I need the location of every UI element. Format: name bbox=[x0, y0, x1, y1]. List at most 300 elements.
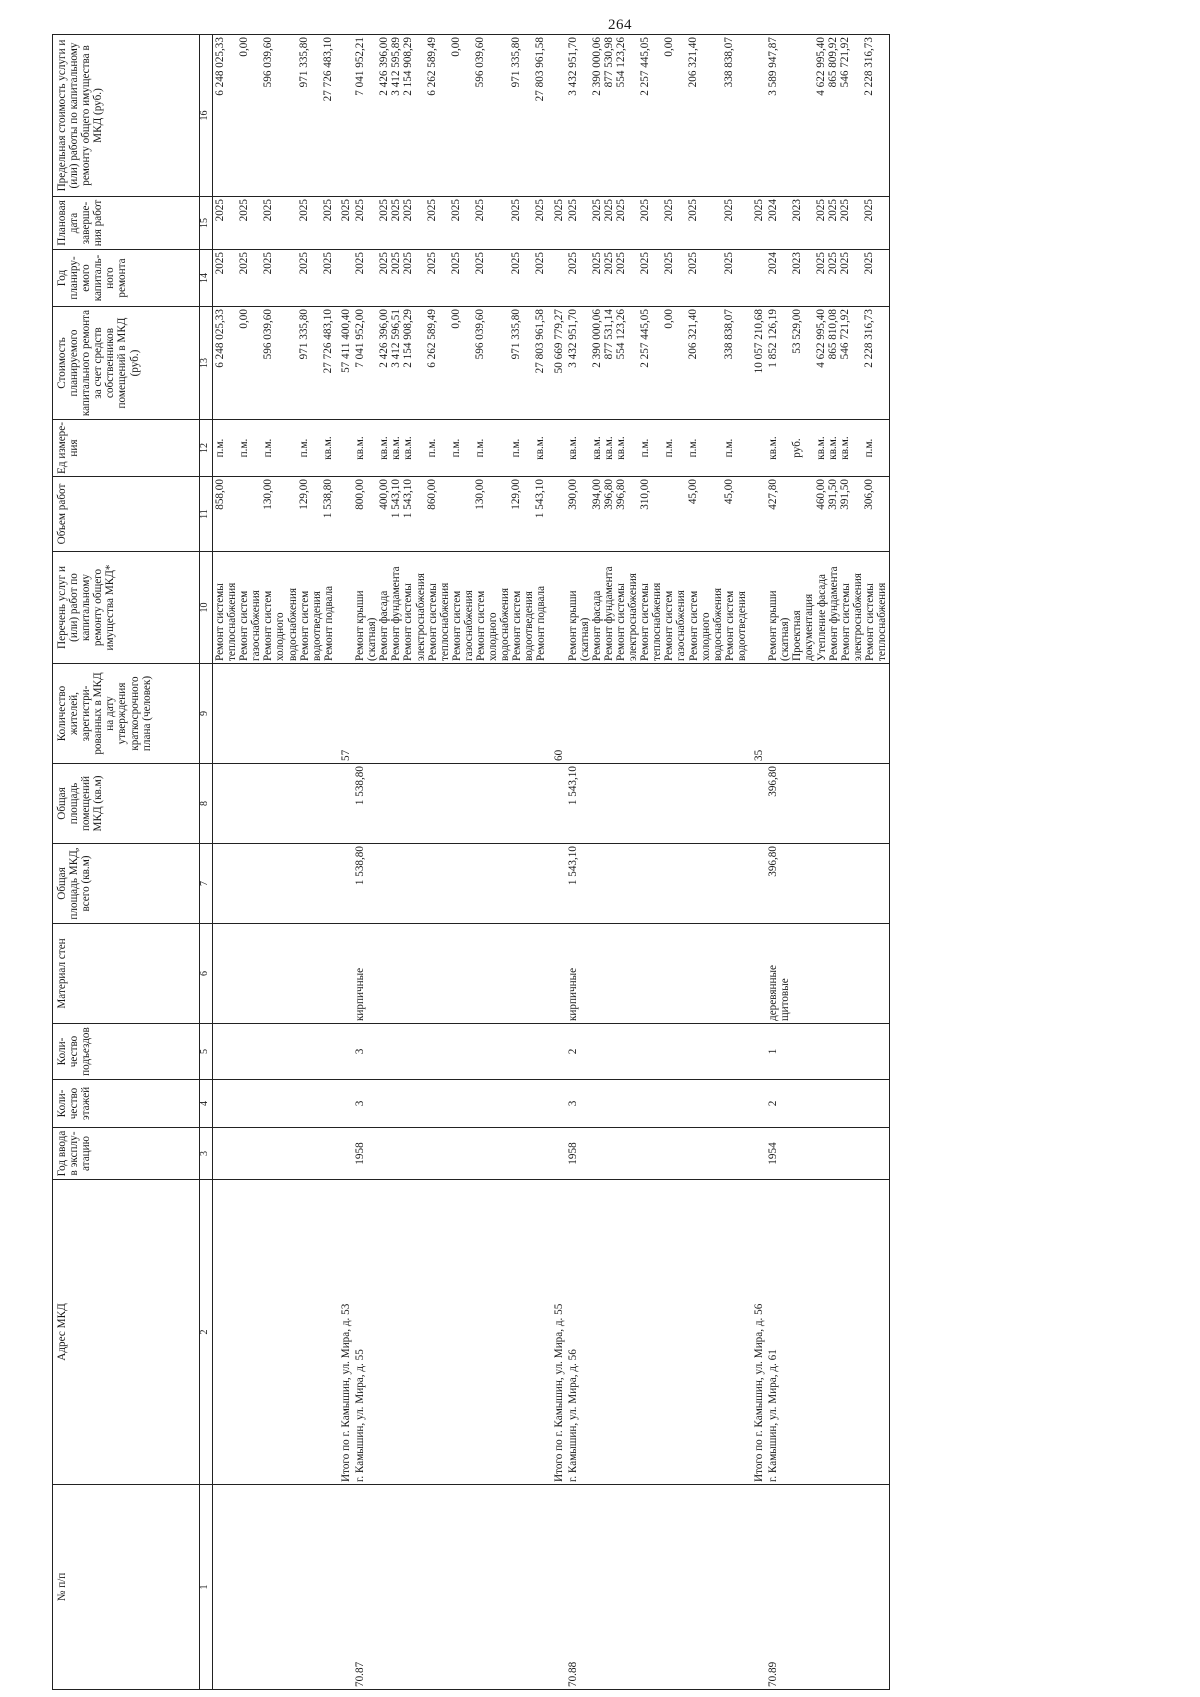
col-header-works: Перечень услуг и (или) работ по капитальному ремонту общего имущества МКД* bbox=[53, 552, 200, 664]
list-cell: п.м. bbox=[510, 438, 523, 458]
list-cell: 2 390 000,06 bbox=[590, 37, 603, 96]
list-cell: 596 039,60 bbox=[262, 37, 274, 88]
list-cell: 129,00 bbox=[510, 479, 523, 510]
col-header-floors: Коли-чество этажей bbox=[53, 1080, 200, 1128]
house-area-rooms: 1 538,80 bbox=[353, 764, 549, 844]
col-num: 16 bbox=[200, 35, 213, 197]
work-list bbox=[566, 552, 749, 664]
col-num: 15 bbox=[200, 197, 213, 250]
list-cell: 396,80 bbox=[614, 479, 627, 510]
list-cell: Ремонт подвала bbox=[535, 585, 548, 661]
list-cell: 2025 bbox=[402, 252, 415, 275]
list-cell: кв.м. bbox=[614, 436, 627, 460]
list-cell: 7 041 952,21 bbox=[354, 37, 367, 96]
list-cell: кв.м. bbox=[402, 436, 415, 460]
col-num: 3 bbox=[200, 1128, 213, 1180]
list-cell: 45,00 bbox=[686, 479, 699, 505]
list-cell: кв.м. bbox=[390, 436, 403, 460]
col-num: 13 bbox=[200, 307, 213, 420]
list-cell: кв.м. bbox=[566, 436, 579, 460]
list-cell: 0,00 bbox=[662, 309, 675, 329]
list-cell: Ремонт фундамента bbox=[827, 566, 840, 661]
list-cell: 2025 bbox=[214, 199, 226, 222]
list-cell: 2025 bbox=[534, 199, 547, 222]
list-cell: п.м. bbox=[662, 438, 675, 458]
list-cell: 2025 bbox=[662, 199, 675, 222]
list-cell: кв.м. bbox=[590, 436, 603, 460]
list-cell: 6 248 025,33 bbox=[214, 309, 226, 368]
unit-list bbox=[566, 420, 749, 477]
list-cell: 206 321,40 bbox=[686, 37, 699, 88]
list-cell: п.м. bbox=[238, 438, 250, 458]
list-cell: 2025 bbox=[827, 199, 840, 222]
list-cell: 2025 bbox=[262, 252, 274, 275]
house-number: 70.88 bbox=[566, 1485, 749, 1690]
house-area-total: 396,80 bbox=[766, 844, 889, 924]
total-cost: 57 411 400,40 bbox=[336, 307, 353, 420]
list-cell: 2025 bbox=[686, 252, 699, 275]
list-cell: 2023 bbox=[791, 199, 804, 222]
house-address: г. Камышин, ул. Мира, д. 56 bbox=[566, 1180, 749, 1485]
date-list bbox=[213, 197, 336, 250]
house-row bbox=[353, 35, 549, 1690]
list-cell: 2 154 908,29 bbox=[402, 37, 415, 96]
list-cell: 1 852 126,19 bbox=[767, 309, 780, 368]
list-cell: 546 721,92 bbox=[839, 37, 852, 88]
col-num: 11 bbox=[200, 477, 213, 552]
list-cell: Утепление фасада bbox=[815, 574, 828, 661]
list-cell: п.м. bbox=[863, 438, 876, 458]
list-cell: 27 726 483,10 bbox=[322, 309, 334, 374]
list-cell: Ремонт фундамента bbox=[390, 566, 403, 661]
list-cell: 3 432 951,70 bbox=[566, 37, 579, 96]
house-address: г. Камышин, ул. Мира, д. 61 bbox=[766, 1180, 889, 1485]
col-header-unit: Ед измере-ния bbox=[53, 420, 200, 477]
house-year: 1958 bbox=[566, 1128, 749, 1180]
house-floors: 3 bbox=[353, 1080, 549, 1128]
house-area-total: 1 538,80 bbox=[353, 844, 549, 924]
list-cell: 546 721,92 bbox=[839, 309, 852, 360]
list-cell: 2025 bbox=[322, 252, 334, 275]
list-cell: Ремонт подвала bbox=[322, 585, 335, 661]
total-cost: 10 057 210,68 bbox=[749, 307, 766, 420]
list-cell: Ремонт системы теплоснабжения bbox=[426, 582, 451, 661]
list-cell: Ремонт крыши (скатная) bbox=[354, 590, 379, 661]
date-list bbox=[766, 197, 889, 250]
list-cell: 2025 bbox=[474, 199, 487, 222]
unit-list bbox=[353, 420, 549, 477]
list-cell: 2025 bbox=[402, 199, 415, 222]
house-address: г. Камышин, ул. Мира, д. 55 bbox=[353, 1180, 549, 1485]
list-cell: 1 538,80 bbox=[322, 479, 334, 519]
col-num: 8 bbox=[200, 764, 213, 844]
list-cell: 2025 bbox=[638, 252, 651, 275]
list-cell: 596 039,60 bbox=[262, 309, 274, 360]
list-cell: 2025 bbox=[262, 199, 274, 222]
house-walls: кирпичные bbox=[566, 924, 749, 1024]
list-cell: Ремонт фасада bbox=[590, 590, 603, 661]
list-cell: п.м. bbox=[262, 438, 274, 458]
total-date: 2025 bbox=[549, 197, 566, 250]
list-cell: 2 257 445,05 bbox=[638, 37, 651, 96]
col-header-number: № п/п bbox=[53, 1485, 200, 1690]
year-list bbox=[353, 250, 549, 307]
list-cell: 206 321,40 bbox=[686, 309, 699, 360]
total-cost: 50 669 779,27 bbox=[549, 307, 566, 420]
list-cell: 2025 bbox=[602, 199, 615, 222]
col-header-address: Адрес МКД bbox=[53, 1180, 200, 1485]
list-cell: 2025 bbox=[390, 199, 403, 222]
list-cell: Ремонт фундамента bbox=[602, 566, 615, 661]
list-cell: 129,00 bbox=[298, 479, 310, 510]
list-cell: 554 123,26 bbox=[614, 309, 627, 360]
list-cell: 2025 bbox=[614, 252, 627, 275]
limit-list bbox=[353, 35, 549, 197]
work-list bbox=[353, 552, 549, 664]
col-num: 14 bbox=[200, 250, 213, 307]
list-cell: кв.м. bbox=[378, 436, 391, 460]
list-cell: п.м. bbox=[450, 438, 463, 458]
list-cell: 6 262 589,49 bbox=[426, 309, 439, 368]
list-cell: Ремонт систем водоотведения bbox=[511, 590, 536, 661]
list-cell: 306,00 bbox=[863, 479, 876, 510]
list-cell: Ремонт систем газоснабжения bbox=[450, 590, 475, 661]
list-cell bbox=[238, 479, 262, 549]
year-list bbox=[213, 250, 336, 307]
list-cell: 6 248 025,33 bbox=[214, 37, 226, 96]
total-residents: 35 bbox=[749, 664, 766, 764]
house-area-rooms: 1 543,10 bbox=[566, 764, 749, 844]
col-header-year: Год ввода в эксплу-атацию bbox=[53, 1128, 200, 1180]
list-cell: 0,00 bbox=[662, 37, 675, 57]
year-list bbox=[566, 250, 749, 307]
list-cell: Ремонт систем холодного водоснабжения bbox=[687, 587, 724, 661]
list-cell: Ремонт системы теплоснабжения bbox=[639, 582, 664, 661]
list-cell: 877 530,98 bbox=[602, 37, 615, 88]
list-cell: 800,00 bbox=[354, 479, 367, 510]
list-cell: Ремонт системы теплоснабжения bbox=[214, 582, 239, 661]
list-cell: 390,00 bbox=[566, 479, 579, 510]
list-cell: 0,00 bbox=[450, 309, 463, 329]
list-cell: 596 039,60 bbox=[474, 309, 487, 360]
list-cell: 2025 bbox=[378, 199, 391, 222]
list-cell: п.м. bbox=[686, 438, 699, 458]
list-cell: 2025 bbox=[839, 252, 852, 275]
list-cell: Ремонт фасада bbox=[378, 590, 391, 661]
list-cell: 2025 bbox=[238, 199, 250, 222]
list-cell: 2025 bbox=[214, 252, 226, 275]
list-cell: 2025 bbox=[426, 252, 439, 275]
list-cell: 860,00 bbox=[426, 479, 439, 510]
house-number: 70.87 bbox=[353, 1485, 549, 1690]
col-header-end-date: Плановая дата заверше-ния работ bbox=[53, 197, 200, 250]
list-cell: 0,00 bbox=[238, 37, 250, 57]
list-cell: 865 810,08 bbox=[827, 309, 840, 360]
list-cell: 971 335,80 bbox=[298, 37, 310, 88]
list-cell: 391,50 bbox=[827, 479, 840, 510]
house-row bbox=[766, 35, 889, 1690]
list-cell: Ремонт систем холодного водоснабжения bbox=[262, 587, 299, 661]
list-cell: 877 531,14 bbox=[602, 309, 615, 360]
list-cell: 130,00 bbox=[474, 479, 487, 510]
list-cell: 338 838,07 bbox=[722, 37, 735, 88]
list-cell: 2025 bbox=[378, 252, 391, 275]
list-cell: 2025 bbox=[815, 199, 828, 222]
list-cell: 2025 bbox=[863, 199, 876, 222]
list-cell: 2025 bbox=[426, 199, 439, 222]
list-cell: 2 426 396,00 bbox=[378, 309, 391, 368]
list-cell: 427,80 bbox=[767, 479, 780, 510]
list-cell: кв.м. bbox=[827, 436, 840, 460]
list-cell: Ремонт систем газоснабжения bbox=[663, 590, 688, 661]
house-area-rooms: 396,80 bbox=[766, 764, 889, 844]
list-cell: 2 228 316,73 bbox=[863, 37, 876, 96]
list-cell: 2025 bbox=[450, 252, 463, 275]
list-cell: 2025 bbox=[238, 252, 250, 275]
list-cell: 2025 bbox=[815, 252, 828, 275]
list-cell: 130,00 bbox=[262, 479, 274, 510]
list-cell: 394,00 bbox=[590, 479, 603, 510]
list-cell: 2025 bbox=[590, 252, 603, 275]
col-header-entrances: Коли-чество подъездов bbox=[53, 1024, 200, 1080]
list-cell: кв.м. bbox=[767, 436, 780, 460]
list-cell: 596 039,60 bbox=[474, 37, 487, 88]
list-cell: 2025 bbox=[839, 199, 852, 222]
list-cell: 2025 bbox=[298, 199, 310, 222]
list-cell: 2024 bbox=[767, 199, 780, 222]
page-number: 264 bbox=[608, 17, 632, 33]
list-cell bbox=[791, 479, 815, 549]
list-cell: 2024 bbox=[767, 252, 780, 275]
list-cell bbox=[663, 479, 687, 549]
house-entrances: 2 bbox=[566, 1024, 749, 1080]
table-header-row bbox=[53, 35, 200, 1690]
list-cell: 2025 bbox=[534, 252, 547, 275]
house-walls: деревянные щитовые bbox=[766, 924, 889, 1024]
volume-list bbox=[566, 477, 749, 552]
cost-list bbox=[766, 307, 889, 420]
total-label: Итого по г. Камышин, ул. Мира, д. 56 bbox=[749, 1180, 766, 1485]
house-area-total: 1 543,10 bbox=[566, 844, 749, 924]
date-list bbox=[566, 197, 749, 250]
col-num: 1 bbox=[200, 1485, 213, 1690]
unit-list bbox=[213, 420, 336, 477]
total-row bbox=[549, 35, 566, 1690]
house-year: 1954 bbox=[766, 1128, 889, 1180]
list-cell: руб. bbox=[791, 438, 804, 458]
col-num: 7 bbox=[200, 844, 213, 924]
list-cell bbox=[450, 479, 474, 549]
total-label: Итого по г. Камышин, ул. Мира, д. 53 bbox=[336, 1180, 353, 1485]
list-cell: Ремонт систем водоотведения bbox=[298, 590, 323, 661]
list-cell: 0,00 bbox=[238, 309, 250, 329]
list-cell: 2 228 316,73 bbox=[863, 309, 876, 368]
house-floors: 3 bbox=[566, 1080, 749, 1128]
list-cell: п.м. bbox=[722, 438, 735, 458]
list-cell: 0,00 bbox=[450, 37, 463, 57]
col-num: 12 bbox=[200, 420, 213, 477]
column-number-row bbox=[200, 35, 213, 1690]
list-cell: Ремонт крыши (скатная) bbox=[566, 590, 591, 661]
col-num: 4 bbox=[200, 1080, 213, 1128]
volume-list bbox=[353, 477, 549, 552]
list-cell: Ремонт систем холодного водоснабжения bbox=[474, 587, 512, 661]
list-cell: Ремонт систем водоотведения bbox=[723, 590, 748, 661]
list-cell: 2 390 000,06 bbox=[590, 309, 603, 368]
list-cell: 310,00 bbox=[638, 479, 651, 510]
col-header-area-rooms: Общая площадь помещений МКД (кв.м) bbox=[53, 764, 200, 844]
list-cell: 45,00 bbox=[722, 479, 735, 505]
col-header-residents: Количество жителей, зарегистри-рованных в МКД на дату утверждения краткосрочного плана (человек) bbox=[53, 664, 200, 764]
list-cell: 2025 bbox=[722, 252, 735, 275]
total-row bbox=[336, 35, 353, 1690]
col-num: 6 bbox=[200, 924, 213, 1024]
list-cell: 6 262 589,49 bbox=[426, 37, 439, 96]
list-cell: 460,00 bbox=[815, 479, 828, 510]
col-num: 10 bbox=[200, 552, 213, 664]
col-num: 9 bbox=[200, 664, 213, 764]
list-cell: 53 529,00 bbox=[791, 309, 804, 354]
list-cell: 2025 bbox=[863, 252, 876, 275]
house-number: 70.89 bbox=[766, 1485, 889, 1690]
list-cell: 2025 bbox=[566, 252, 579, 275]
list-cell: п.м. bbox=[298, 438, 310, 458]
list-cell: 2025 bbox=[722, 199, 735, 222]
unit-list bbox=[766, 420, 889, 477]
list-cell: Ремонт крыши (скатная) bbox=[767, 590, 792, 661]
list-cell: 338 838,07 bbox=[722, 309, 735, 360]
total-label: Итого по г. Камышин, ул. Мира, д. 55 bbox=[549, 1180, 566, 1485]
list-cell: 2025 bbox=[638, 199, 651, 222]
work-block-row bbox=[213, 35, 336, 1690]
list-cell: 1 543,10 bbox=[402, 479, 415, 519]
list-cell: 971 335,80 bbox=[510, 309, 523, 360]
list-cell: 858,00 bbox=[214, 479, 226, 510]
list-cell bbox=[791, 37, 815, 194]
list-cell: 554 123,26 bbox=[614, 37, 627, 88]
year-list bbox=[766, 250, 889, 307]
list-cell: Ремонт систем газоснабжения bbox=[238, 590, 263, 661]
list-cell: кв.м. bbox=[815, 436, 828, 460]
list-cell: 2025 bbox=[354, 252, 367, 275]
list-cell: 971 335,80 bbox=[298, 309, 310, 360]
list-cell: кв.м. bbox=[602, 436, 615, 460]
list-cell: 1 543,10 bbox=[390, 479, 403, 519]
list-cell: Ремонт системы электроснабжения bbox=[402, 573, 427, 661]
house-entrances: 1 bbox=[766, 1024, 889, 1080]
list-cell: 2025 bbox=[590, 199, 603, 222]
list-cell: 3 412 595,89 bbox=[390, 37, 403, 96]
total-residents: 60 bbox=[549, 664, 566, 764]
list-cell: кв.м. bbox=[354, 436, 367, 460]
col-header-limit-cost: Предельная стоимость услуги и (или) работы по капитальному ремонту общего имущества в МКД (руб.) bbox=[53, 35, 200, 197]
list-cell: 3 412 596,51 bbox=[390, 309, 403, 368]
volume-list bbox=[766, 477, 889, 552]
capital-repair-plan-table-container bbox=[52, 35, 1182, 1690]
limit-list bbox=[766, 35, 889, 197]
col-header-walls: Материал стен bbox=[53, 924, 200, 1024]
list-cell: 2025 bbox=[602, 252, 615, 275]
list-cell: 4 622 995,40 bbox=[815, 37, 828, 96]
list-cell: 2025 bbox=[390, 252, 403, 275]
total-residents: 57 bbox=[336, 664, 353, 764]
limit-list bbox=[566, 35, 749, 197]
list-cell: 396,80 bbox=[602, 479, 615, 510]
list-cell: кв.м. bbox=[534, 436, 547, 460]
list-cell: 27 803 961,58 bbox=[534, 37, 547, 102]
list-cell: Ремонт системы теплоснабжения bbox=[863, 582, 888, 661]
list-cell: 27 726 483,10 bbox=[322, 37, 334, 102]
list-cell: п.м. bbox=[474, 438, 487, 458]
list-cell: 2 154 908,29 bbox=[402, 309, 415, 368]
col-num: 2 bbox=[200, 1180, 213, 1485]
list-cell: 27 803 961,58 bbox=[534, 309, 547, 374]
list-cell: 2023 bbox=[791, 252, 804, 275]
col-header-volume: Объем работ bbox=[53, 477, 200, 552]
list-cell: 865 809,92 bbox=[827, 37, 840, 88]
house-floors: 2 bbox=[766, 1080, 889, 1128]
list-cell: 2025 bbox=[614, 199, 627, 222]
total-date: 2025 bbox=[749, 197, 766, 250]
house-walls: кирпичные bbox=[353, 924, 549, 1024]
list-cell: 2025 bbox=[354, 199, 367, 222]
total-date: 2025 bbox=[336, 197, 353, 250]
list-cell: 4 622 995,40 bbox=[815, 309, 828, 368]
house-year: 1958 bbox=[353, 1128, 549, 1180]
list-cell: 1 543,10 bbox=[534, 479, 547, 519]
list-cell: Ремонт системы электроснабжения bbox=[615, 573, 640, 661]
volume-list bbox=[213, 477, 336, 552]
limit-list bbox=[213, 35, 336, 197]
house-entrances: 3 bbox=[353, 1024, 549, 1080]
cost-list bbox=[353, 307, 549, 420]
list-cell: Ремонт системы электроснабжения bbox=[839, 573, 864, 661]
total-row bbox=[749, 35, 766, 1690]
list-cell: кв.м. bbox=[322, 436, 334, 460]
list-cell: 2025 bbox=[827, 252, 840, 275]
list-cell: 391,50 bbox=[839, 479, 852, 510]
work-list bbox=[766, 552, 889, 664]
work-list bbox=[213, 552, 336, 664]
list-cell: 2025 bbox=[450, 199, 463, 222]
list-cell: п.м. bbox=[214, 438, 226, 458]
col-header-area-total: Общая площадь МКД, всего (кв.м) bbox=[53, 844, 200, 924]
list-cell: п.м. bbox=[426, 438, 439, 458]
capital-repair-plan-table bbox=[52, 34, 890, 1690]
list-cell: 400,00 bbox=[378, 479, 391, 510]
list-cell: 2025 bbox=[662, 252, 675, 275]
list-cell: 2025 bbox=[322, 199, 334, 222]
list-cell: 3 589 947,87 bbox=[767, 37, 780, 96]
list-cell: 2025 bbox=[510, 252, 523, 275]
date-list bbox=[353, 197, 549, 250]
list-cell: 971 335,80 bbox=[510, 37, 523, 88]
house-row bbox=[566, 35, 749, 1690]
cost-list bbox=[213, 307, 336, 420]
list-cell: 2025 bbox=[686, 199, 699, 222]
col-header-repair-year: Год планиру-емого капиталь-ного ремонта bbox=[53, 250, 200, 307]
list-cell: 2025 bbox=[510, 199, 523, 222]
list-cell: 2025 bbox=[566, 199, 579, 222]
list-cell: 2025 bbox=[298, 252, 310, 275]
list-cell: кв.м. bbox=[839, 436, 852, 460]
cost-list bbox=[566, 307, 749, 420]
list-cell: 3 432 951,70 bbox=[566, 309, 579, 368]
col-header-cost: Стоимость планируемого капитального ремонта за счет средств собственников помещений в МКД (руб.) bbox=[53, 307, 200, 420]
col-num: 5 bbox=[200, 1024, 213, 1080]
list-cell: п.м. bbox=[638, 438, 651, 458]
list-cell: 7 041 952,00 bbox=[354, 309, 367, 368]
